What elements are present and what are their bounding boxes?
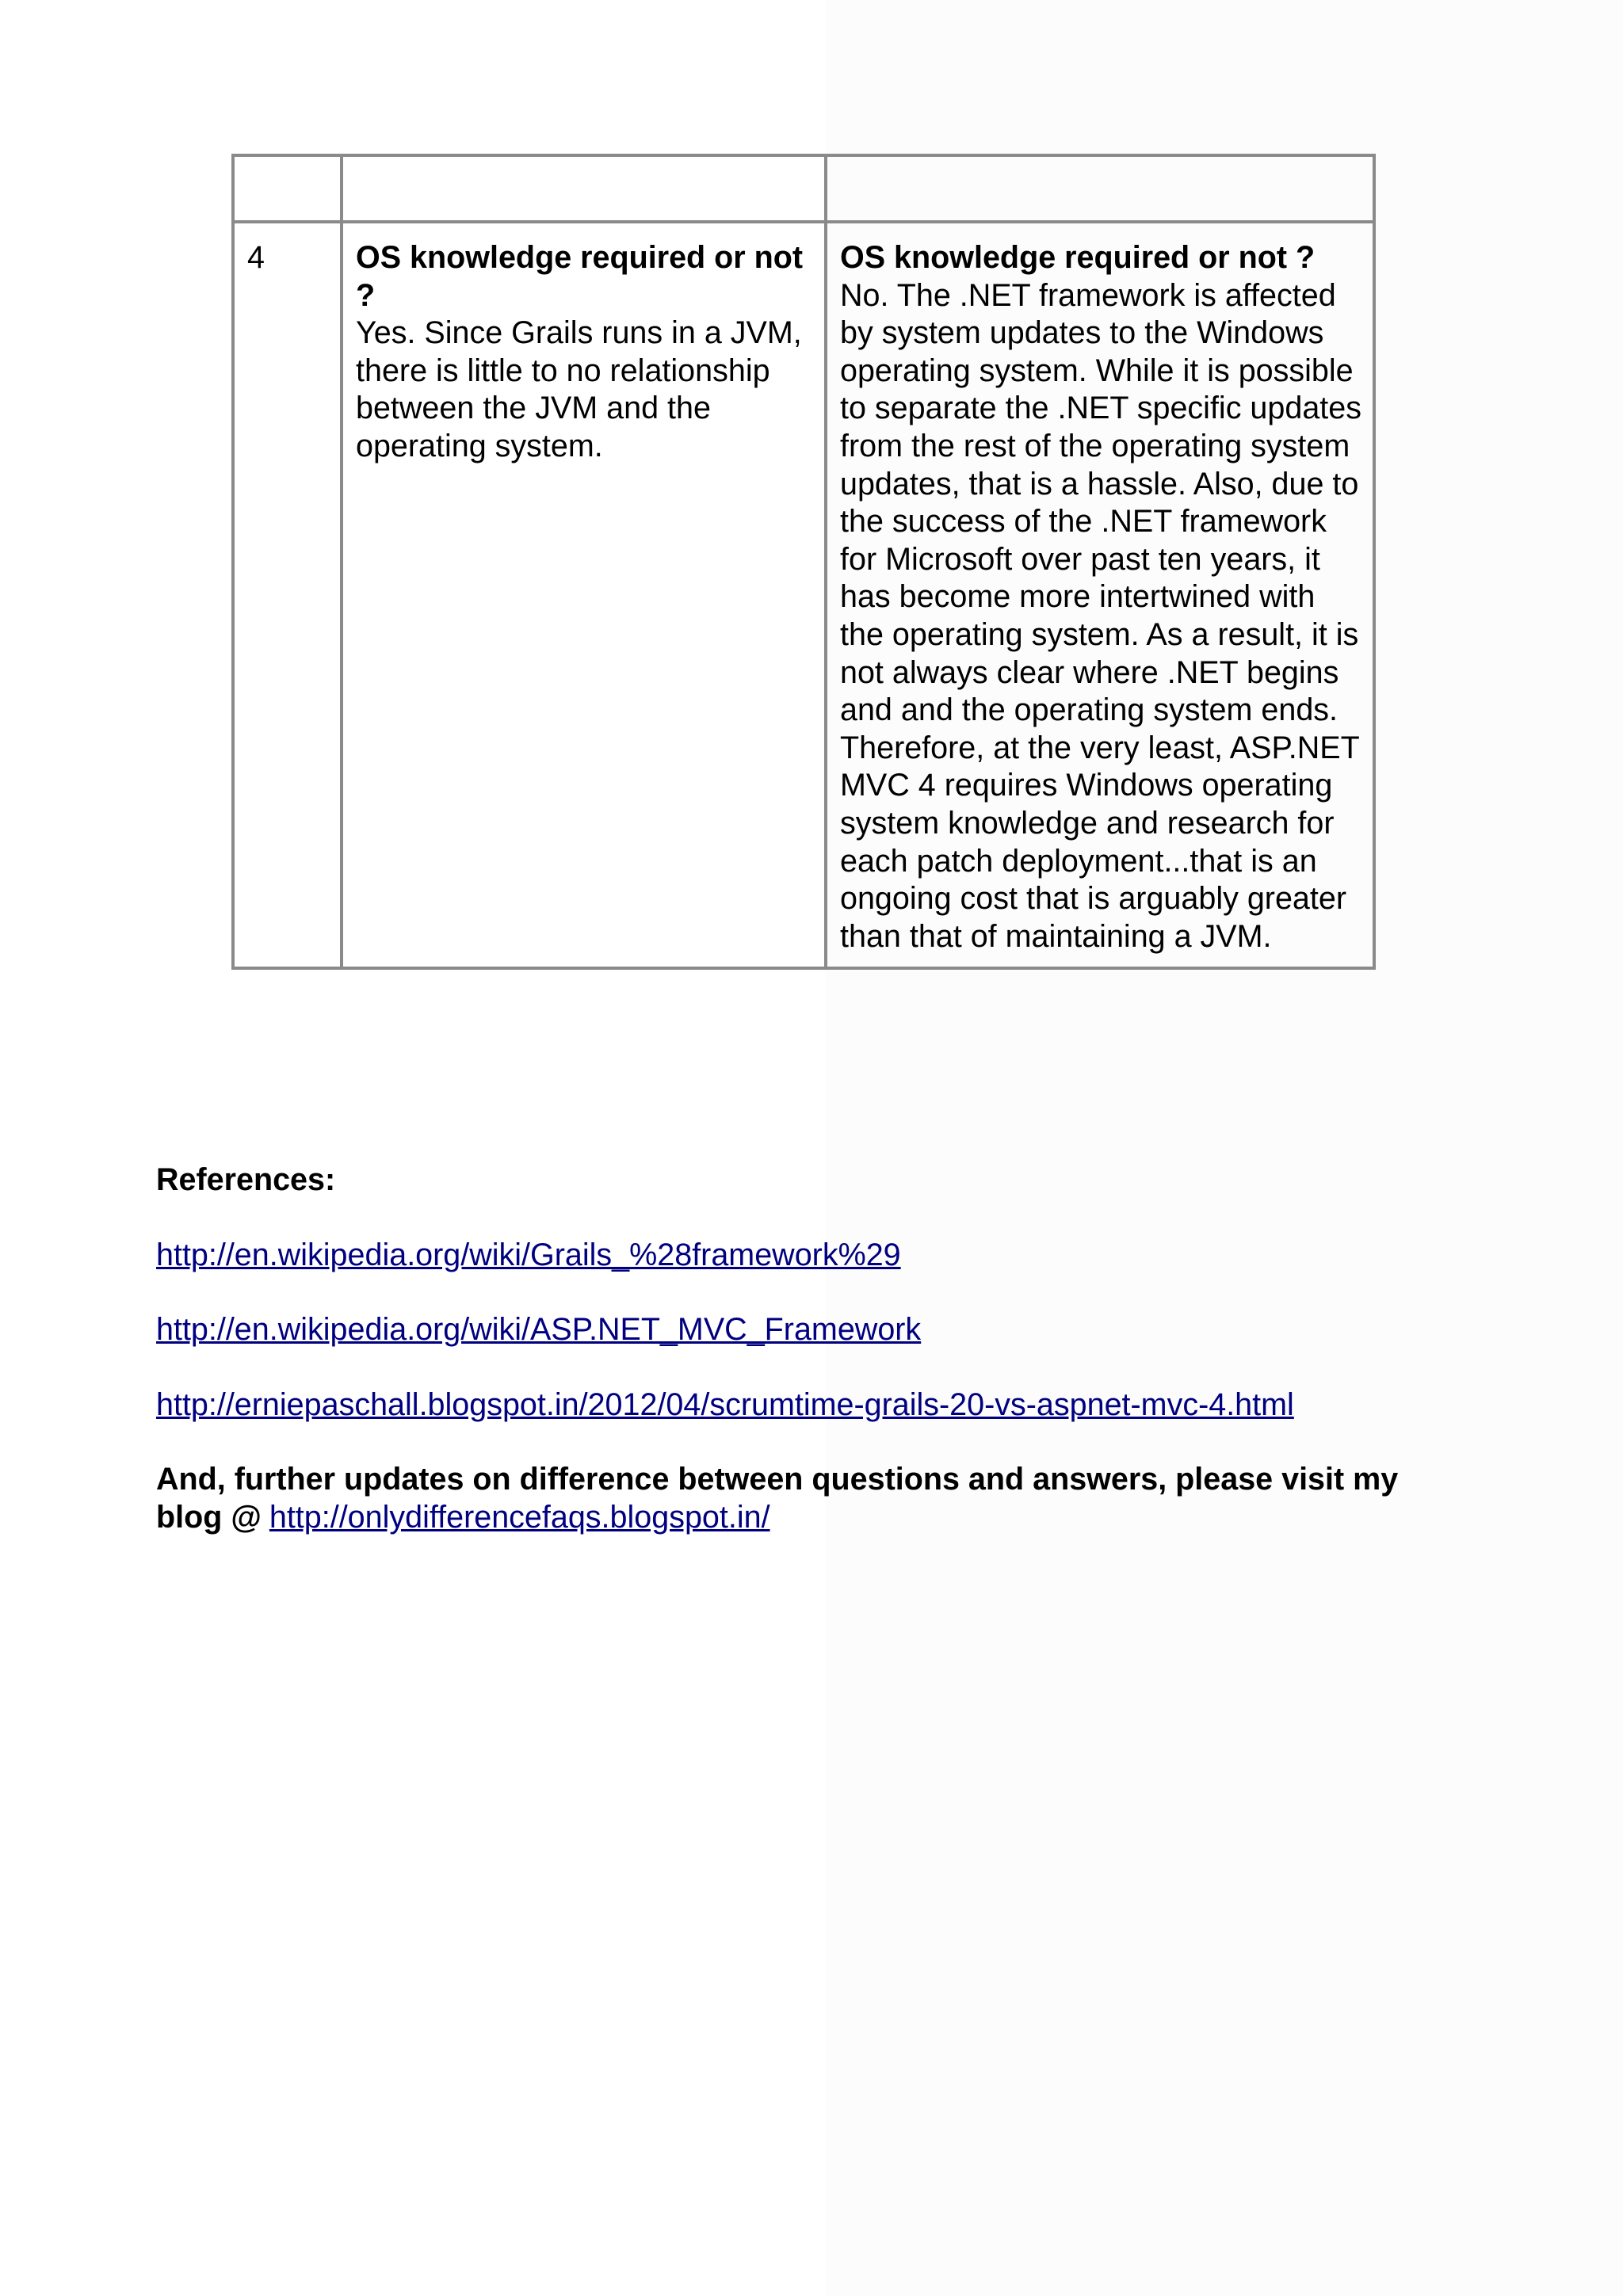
grails-body: Yes. Since Grails runs in a JVM, there is little to no relationship between the JVM and the operating system.	[356, 315, 802, 463]
closing-paragraph	[156, 1461, 1503, 1536]
comparison-table	[231, 154, 1376, 970]
reference-link-aspnet-wiki[interactable]: http://en.wikipedia.org/wiki/ASP.NET_MVC_Framework	[156, 1312, 922, 1348]
table-row	[233, 222, 1374, 968]
row-number: 4	[247, 240, 265, 275]
grails-heading: OS knowledge required or not ?	[356, 240, 804, 313]
table-cell-empty	[233, 155, 342, 222]
references-section	[156, 1161, 1503, 1537]
table-row-empty	[233, 155, 1374, 222]
reference-link-grails-wiki[interactable]: http://en.wikipedia.org/wiki/Grails_%28framework%29	[156, 1237, 901, 1272]
aspnet-cell	[826, 222, 1374, 968]
reference-link-scrumtime-blog[interactable]: http://erniepaschall.blogspot.in/2012/04/scrumtime-grails-20-vs-aspnet-mvc-4.html	[156, 1386, 1294, 1422]
grails-cell	[342, 222, 826, 968]
references-heading: References:	[156, 1162, 336, 1197]
aspnet-heading: OS knowledge required or not ?	[840, 240, 1316, 275]
aspnet-body: No. The .NET framework is affected by system updates to the Windows operating system. While it is possible to separate the .NET specific updates from the rest of the operating system updates, that is a hassle. Also, due to the success of the .NET framework for Microsoft over past ten years, it has become more intertwined with the operating system. As a result, it is not always clear where .NET begins and and the operating system ends. Therefore, at the very least, ASP.NET MVC 4 requires Windows operating system knowledge and research for each patch deployment...that is an ongoing cost that is arguably greater than that of maintaining a JVM.	[840, 277, 1361, 954]
row-number-cell	[233, 222, 342, 968]
closing-line-2: blog @	[156, 1499, 262, 1535]
table-cell-empty	[342, 155, 826, 222]
blog-link[interactable]: http://onlydifferencefaqs.blogspot.in/	[269, 1499, 770, 1535]
table-cell-empty	[826, 155, 1374, 222]
closing-line-1: And, further updates on difference between questions and answers, please visit my	[156, 1462, 1399, 1497]
